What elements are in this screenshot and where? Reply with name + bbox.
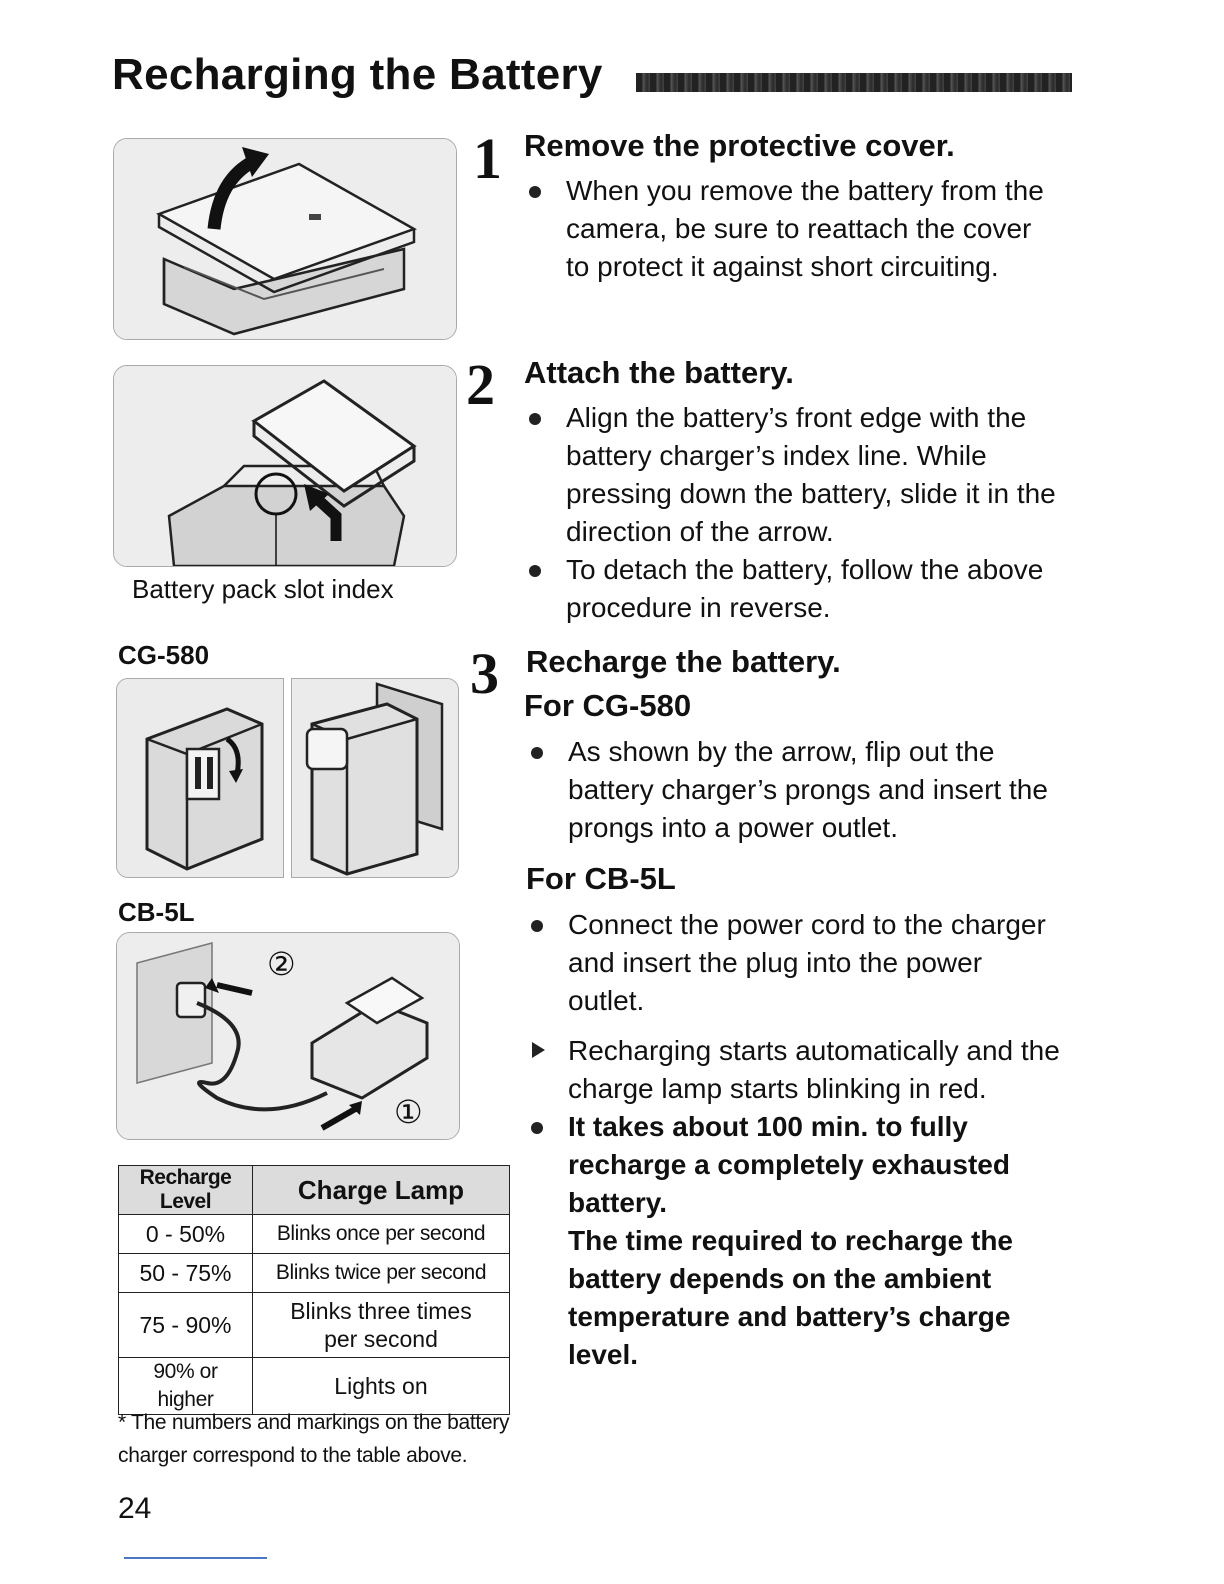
column-header: Recharge Level [119,1166,253,1215]
step-number-3: 3 [470,641,499,706]
slot-index-caption: Battery pack slot index [132,574,394,604]
step-3-title: Recharge the battery. [526,644,841,679]
list-item: Recharging starts automatically and the charge lamp starts blinking in red. [524,1032,1084,1108]
figure-cb5l [116,932,460,1140]
bullet-icon [531,920,543,932]
result-list [524,1032,1084,1374]
cg580-heading: For CG-580 [524,688,692,723]
table-cell: Blinks once per second [252,1215,509,1254]
bullet-icon [531,747,543,759]
list-item: When you remove the battery from the camera, be sure to reattach the cover to protect it against short circuiting. [522,172,1062,286]
table-footnote: * The numbers and markings on the battery charger correspond to the table above. [118,1411,510,1467]
cb5l-bullets [524,906,1054,1020]
bullet-icon [529,413,541,425]
table-row [119,1215,510,1254]
step-number-1: 1 [473,126,502,191]
bullet-icon [531,1122,543,1134]
column-header: Charge Lamp [252,1166,509,1215]
table-cell: 75 - 90% [119,1293,253,1358]
step-2-bullets [522,399,1072,627]
figure-cg580-prongs [116,678,284,878]
list-item: Connect the power cord to the charger and insert the plug into the power outlet. [524,906,1054,1020]
list-item: It takes about 100 min. to fully recharge a completely exhausted battery. The time required to recharge the battery depends on the ambient temperature and battery’s charge level. [524,1108,1084,1374]
list-item: As shown by the arrow, flip out the battery charger’s prongs and insert the prongs into a power outlet. [524,733,1054,847]
step-1-bullets [522,172,1062,286]
model-label-cb5l: CB-5L [118,897,195,927]
figure-cg580-outlet [291,678,459,878]
page-number: 24 [118,1492,152,1525]
page-title: Recharging the Battery [112,50,603,99]
table-row [119,1293,510,1358]
step-number-2: 2 [466,352,495,417]
list-item: To detach the battery, follow the above procedure in reverse. [522,551,1072,627]
cb5l-heading: For CB-5L [526,861,676,896]
table-header-row [119,1166,510,1215]
table-cell: 90% or higher [119,1358,253,1415]
callout-1: ① [394,1094,423,1130]
model-label-cg580: CG-580 [118,640,210,670]
figure-remove-cover [113,138,457,340]
figure-attach-battery [113,365,457,567]
step-2-title: Attach the battery. [524,355,794,390]
list-item: Align the battery’s front edge with the battery charger’s index line. While pressing down the battery, slide it in the direction of the arrow. [522,399,1072,551]
callout-2: ② [267,946,296,982]
table-cell: Blinks twice per second [252,1254,509,1293]
table-cell: 50 - 75% [119,1254,253,1293]
table-row [119,1254,510,1293]
charge-lamp-table [118,1165,510,1415]
result-arrow-icon [532,1042,545,1058]
bullet-icon [529,565,541,577]
table-cell: Blinks three times per second [252,1293,509,1358]
table-cell: Lights on [252,1358,509,1415]
bullet-icon [529,186,541,198]
step-1-title: Remove the protective cover. [524,128,955,163]
cg580-bullets [524,733,1054,847]
title-decorative-bar [636,73,1072,92]
bottom-rule [124,1557,267,1559]
table-cell: 0 - 50% [119,1215,253,1254]
